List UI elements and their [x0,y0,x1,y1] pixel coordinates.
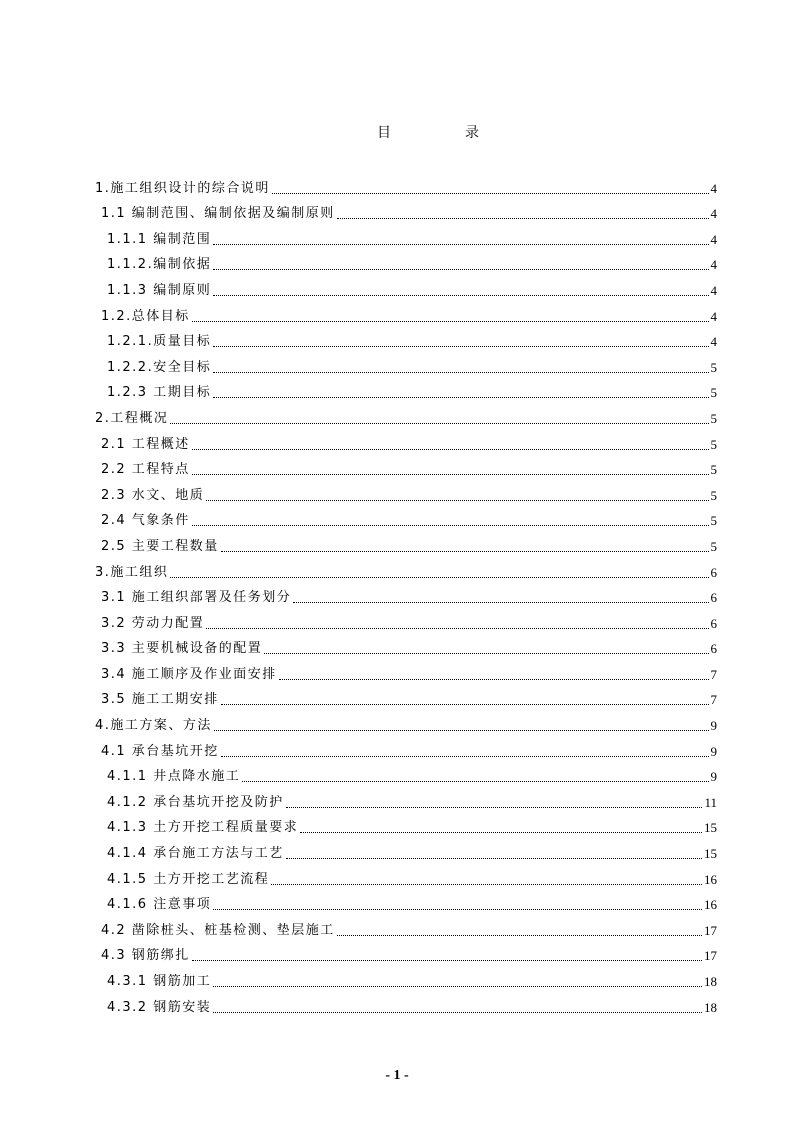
toc-entry[interactable] [95,198,717,224]
toc-dot-leader [213,244,708,245]
toc-entry-page: 5 [710,462,717,478]
toc-entry-page: 16 [704,871,717,887]
toc-entry-page: 5 [710,385,717,401]
toc-entry-label: 4.1.5 土方开挖工艺流程 [107,871,270,887]
toc-entry-page: 6 [710,615,717,631]
toc-dot-leader [192,474,709,475]
toc-entry[interactable] [95,761,717,787]
toc-dot-leader [337,218,709,219]
toc-entry-page: 9 [710,718,717,734]
toc-dot-leader [213,397,708,398]
toc-entry-label: 2.工程概况 [95,410,169,426]
toc-heading [0,122,794,144]
toc-entry[interactable] [95,837,717,863]
toc-dot-leader [271,884,702,885]
toc-dot-leader [214,730,709,731]
toc-entry-page: 4 [710,180,717,196]
page-number: - 1 - [385,1068,409,1083]
toc-dot-leader [192,321,709,322]
toc-entry[interactable] [95,402,717,428]
toc-entry-page: 7 [710,692,717,708]
toc-entry-label: 4.1.2 承台基坑开挖及防护 [107,794,284,810]
toc-dot-leader [192,525,709,526]
toc-dot-leader [192,960,702,961]
toc-entry-page: 7 [710,666,717,682]
toc-dot-leader [337,935,702,936]
toc-entry-label: 1.2.3 工期目标 [107,385,212,401]
toc-entry[interactable] [95,479,717,505]
toc-entry-page: 5 [710,359,717,375]
toc-entry-label: 1.2.总体目标 [101,308,190,324]
toc-dot-leader [213,1012,702,1013]
toc-entry[interactable] [95,223,717,249]
toc-entry-label: 4.施工方案、方法 [95,718,212,734]
toc-entry-page: 17 [704,922,717,938]
toc-entry-page: 6 [710,564,717,580]
toc-entry-label: 1.2.2.安全目标 [107,359,212,375]
toc-entry[interactable] [95,940,717,966]
toc-dot-leader [286,858,702,859]
toc-entry-label: 4.1.1 井点降水施工 [107,769,241,785]
toc-dot-leader [213,372,708,373]
toc-entry-label: 1.施工组织设计的综合说明 [95,180,270,196]
toc-entry-page: 4 [710,206,717,222]
toc-entry-label: 2.5 主要工程数量 [101,538,219,554]
toc-entry-page: 5 [710,513,717,529]
toc-entry[interactable] [95,812,717,838]
toc-dot-leader [206,628,708,629]
toc-entry-page: 4 [710,334,717,350]
toc-entry-page: 6 [710,590,717,606]
toc-entry-label: 2.1 工程概述 [101,436,190,452]
toc-dot-leader [213,295,708,296]
toc-entry-label: 2.4 气象条件 [101,513,190,529]
toc-entry-label: 1.1 编制范围、编制依据及编制原则 [101,206,335,222]
toc-entry[interactable] [95,582,717,608]
toc-dot-leader [213,986,702,987]
toc-dot-leader [192,449,709,450]
toc-dot-leader [272,193,709,194]
toc-entry-label: 3.2 劳动力配置 [101,615,205,631]
toc-entry-label: 1.1.2.编制依据 [107,257,212,273]
toc-entry[interactable] [95,377,717,403]
toc-entry[interactable] [95,556,717,582]
toc-entry-label: 3.3 主要机械设备的配置 [101,641,263,657]
toc-dot-leader [213,346,708,347]
toc-entry[interactable] [95,530,717,556]
toc-entry-label: 1.1.1 编制范围 [107,231,212,247]
toc-entry[interactable] [95,274,717,300]
toc-entry-label: 3.5 施工工期安排 [101,692,219,708]
toc-entry-label: 4.1.4 承台施工方法与工艺 [107,846,284,862]
toc-entry-page: 4 [710,308,717,324]
toc-entry[interactable] [95,607,717,633]
toc-entry-page: 6 [710,641,717,657]
toc-entry-label: 3.4 施工顺序及作业面安排 [101,666,277,682]
toc-dot-leader [293,602,708,603]
toc-entry-page: 15 [704,846,717,862]
toc-dot-leader [264,653,708,654]
toc-entry[interactable] [95,326,717,352]
toc-dot-leader [279,679,709,680]
toc-dot-leader [170,423,708,424]
toc-entry-page: 17 [704,948,717,964]
toc-entry-label: 3.施工组织 [95,564,169,580]
toc-entry-page: 4 [710,231,717,247]
toc-entry[interactable] [95,300,717,326]
toc-entry-page: 5 [710,410,717,426]
toc-entry-page: 5 [710,436,717,452]
toc-entry-page: 5 [710,487,717,503]
toc-entry-page: 4 [710,282,717,298]
toc-entry[interactable] [95,735,717,761]
toc-entry-label: 3.1 施工组织部署及任务划分 [101,590,292,606]
toc-entry[interactable] [95,633,717,659]
toc-dot-leader [242,781,708,782]
toc-dot-leader [221,551,709,552]
toc-entry[interactable] [95,914,717,940]
toc-entry-page: 18 [704,999,717,1015]
toc-entry-label: 4.3.2 钢筋安装 [107,999,212,1015]
toc-dot-leader [213,909,702,910]
toc-dot-leader [286,807,703,808]
toc-entry-page: 11 [704,794,717,810]
toc-entry-label: 4.3.1 钢筋加工 [107,974,212,989]
toc-entry-page: 18 [704,974,717,989]
toc-entry[interactable] [95,991,717,1017]
toc-entry[interactable] [95,505,717,531]
toc-entry-label: 4.1.3 土方开挖工程质量要求 [107,820,299,836]
toc-dot-leader [221,756,709,757]
toc-entry-page: 15 [704,820,717,836]
toc-entry-page: 5 [710,538,717,554]
toc-entry-label: 4.2 凿除桩头、桩基检测、垫层施工 [101,922,335,938]
toc-dot-leader [221,704,709,705]
toc-dot-leader [213,269,708,270]
toc-entry-label: 4.1.6 注意事项 [107,897,212,913]
toc-entry[interactable] [95,428,717,454]
toc-entry-label: 1.1.3 编制原则 [107,282,212,298]
toc-entry[interactable] [95,965,717,991]
toc-entry[interactable] [95,658,717,684]
toc-entry-page: 9 [710,769,717,785]
toc-entry[interactable] [95,786,717,812]
toc-entry-label: 4.3 钢筋绑扎 [101,948,190,964]
toc-entry[interactable] [95,863,717,889]
toc-entry[interactable] [95,172,717,198]
toc-heading-char-1: 目 [377,125,391,141]
toc-dot-leader [206,500,708,501]
toc-entry[interactable] [95,889,717,915]
toc-entry-page: 4 [710,257,717,273]
toc-entry-page: 9 [710,743,717,759]
toc-heading-char-2: 录 [465,125,479,141]
table-of-contents [95,172,717,1017]
toc-entry-label: 2.2 工程特点 [101,462,190,478]
toc-entry-page: 16 [704,897,717,913]
toc-entry-label: 4.1 承台基坑开挖 [101,743,219,759]
toc-entry-label: 1.2.1.质量目标 [107,334,212,350]
toc-entry[interactable] [95,684,717,710]
toc-entry[interactable] [95,454,717,480]
toc-dot-leader [170,577,708,578]
toc-entry[interactable] [95,351,717,377]
toc-entry[interactable] [95,709,717,735]
toc-entry[interactable] [95,249,717,275]
toc-entry-label: 2.3 水文、地质 [101,487,205,503]
toc-dot-leader [300,832,702,833]
